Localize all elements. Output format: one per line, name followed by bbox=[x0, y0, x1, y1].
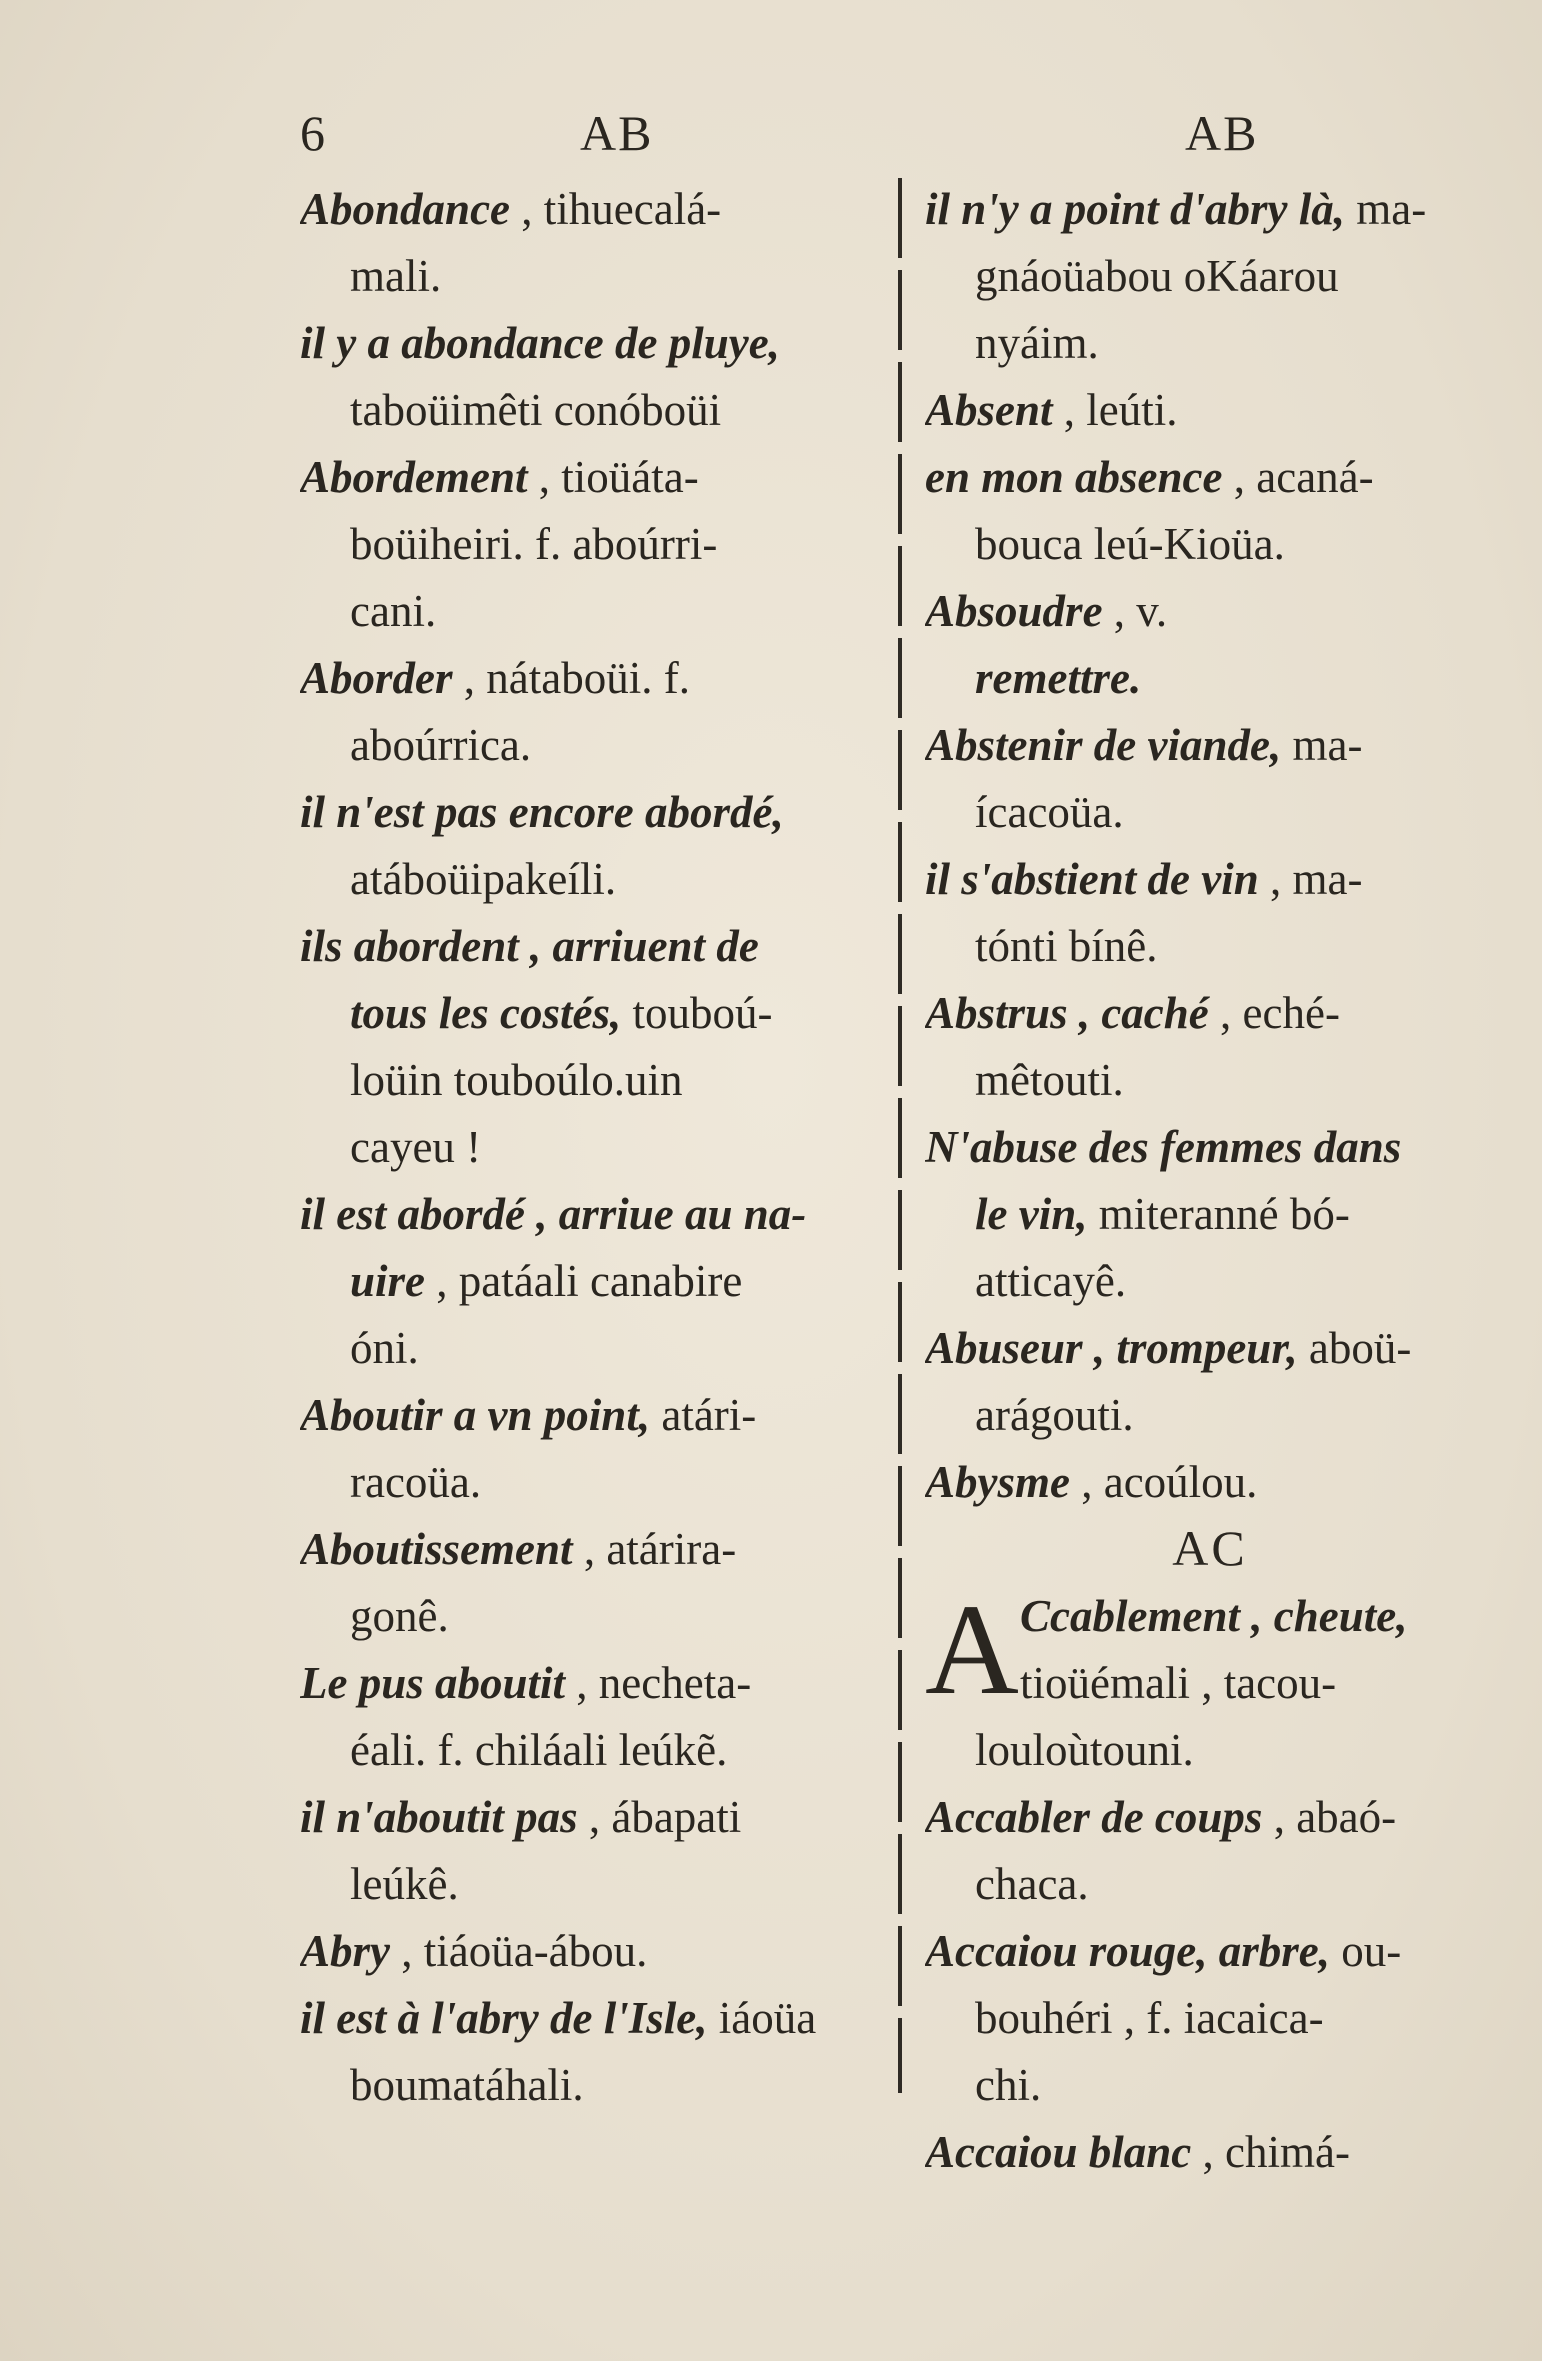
entry-line bbox=[300, 1113, 885, 1180]
entry-line bbox=[300, 845, 885, 912]
entry-line bbox=[925, 376, 1495, 443]
french-term: il est abordé , arriue au na- bbox=[300, 1189, 807, 1239]
dictionary-entry bbox=[300, 1783, 885, 1917]
french-term: N'abuse des femmes dans bbox=[925, 1122, 1402, 1172]
carib-gloss: iáoüa bbox=[707, 1993, 817, 2043]
right-column bbox=[925, 175, 1495, 2185]
entry-line bbox=[300, 644, 885, 711]
dictionary-entry bbox=[300, 1917, 885, 1984]
carib-gloss: ícacoüa. bbox=[975, 787, 1124, 837]
carib-gloss: boumatáhali. bbox=[350, 2060, 584, 2110]
entry-line bbox=[300, 778, 885, 845]
entry-line bbox=[300, 376, 885, 443]
french-term: ils abordent , arriuent de bbox=[300, 921, 759, 971]
carib-gloss: cayeu ! bbox=[350, 1122, 482, 1172]
entry-line bbox=[925, 1046, 1495, 1113]
french-term: Aboutissement bbox=[300, 1524, 573, 1574]
dictionary-entry bbox=[925, 577, 1495, 711]
carib-gloss: , tioüáta- bbox=[527, 452, 699, 502]
carib-gloss: , atárira- bbox=[572, 1524, 737, 1574]
entry-line bbox=[925, 1448, 1495, 1515]
entry-line bbox=[300, 175, 885, 242]
running-head-left: AB bbox=[580, 105, 654, 161]
entry-line bbox=[300, 1783, 885, 1850]
entry-line bbox=[300, 242, 885, 309]
entry-line bbox=[300, 1448, 885, 1515]
entry-line bbox=[925, 2118, 1495, 2185]
french-term: il n'y a point d'abry là, bbox=[925, 184, 1346, 234]
entry-line bbox=[925, 1381, 1495, 1448]
french-term: il y a abondance de pluye, bbox=[300, 318, 780, 368]
entry-line bbox=[300, 1046, 885, 1113]
entry-line bbox=[300, 979, 885, 1046]
carib-gloss: tónti bínê. bbox=[975, 921, 1158, 971]
french-term: en mon absence bbox=[925, 452, 1223, 502]
entry-line bbox=[300, 1850, 885, 1917]
french-term: il n'est pas encore abordé, bbox=[300, 787, 784, 837]
entry-line bbox=[925, 1113, 1495, 1180]
entry-line bbox=[925, 577, 1495, 644]
entry-line bbox=[300, 1314, 885, 1381]
dictionary-entry bbox=[300, 1515, 885, 1649]
french-term: il s'abstient de vin bbox=[925, 854, 1259, 904]
entry-line bbox=[925, 242, 1495, 309]
carib-gloss: boüiheiri. f. aboúrri- bbox=[350, 519, 718, 569]
french-term: Accaiou rouge, arbre, bbox=[925, 1926, 1330, 1976]
carib-gloss: cani. bbox=[350, 586, 437, 636]
carib-gloss: , ma- bbox=[1258, 854, 1363, 904]
carib-gloss: óni. bbox=[350, 1323, 419, 1373]
entry-line bbox=[925, 1984, 1495, 2051]
dictionary-entry bbox=[925, 175, 1495, 376]
carib-gloss: racoüa. bbox=[350, 1457, 482, 1507]
right-column-entries bbox=[925, 175, 1495, 1515]
dictionary-entry bbox=[925, 1113, 1495, 1314]
entry-line bbox=[925, 778, 1495, 845]
carib-gloss: atári- bbox=[650, 1390, 757, 1440]
carib-gloss: , acaná- bbox=[1222, 452, 1374, 502]
carib-gloss: atticayê. bbox=[975, 1256, 1127, 1306]
page-number: 6 bbox=[300, 105, 325, 161]
dictionary-entry bbox=[300, 309, 885, 443]
dictionary-entry bbox=[925, 2118, 1495, 2185]
dictionary-entry bbox=[300, 644, 885, 778]
column-divider bbox=[898, 178, 902, 2093]
dictionary-entry bbox=[925, 979, 1495, 1113]
french-term: Absent bbox=[925, 385, 1053, 435]
french-term: Ccablement , cheute, bbox=[1020, 1591, 1408, 1641]
carib-gloss: miteranné bó- bbox=[1087, 1189, 1350, 1239]
entry-line bbox=[300, 912, 885, 979]
carib-gloss: éali. f. chiláali leúkẽ. bbox=[350, 1725, 728, 1775]
dictionary-entry bbox=[925, 845, 1495, 979]
carib-gloss: , ábapati bbox=[577, 1792, 742, 1842]
dictionary-entry bbox=[300, 1984, 885, 2118]
dictionary-entry bbox=[300, 175, 885, 309]
carib-gloss: tioüémali , tacou- bbox=[1020, 1658, 1337, 1708]
french-term: tous les costés, bbox=[350, 988, 622, 1038]
carib-gloss: , tihuecalá- bbox=[510, 184, 722, 234]
carib-gloss: chaca. bbox=[975, 1859, 1089, 1909]
entry-line bbox=[300, 1917, 885, 1984]
entry-line bbox=[300, 2051, 885, 2118]
entry-line bbox=[925, 1314, 1495, 1381]
carib-gloss: , patáali canabire bbox=[425, 1256, 743, 1306]
dictionary-entry bbox=[300, 1180, 885, 1381]
french-term: Abstrus , caché bbox=[925, 988, 1209, 1038]
carib-gloss: , leúti. bbox=[1052, 385, 1178, 435]
french-term: il n'aboutit pas bbox=[300, 1792, 578, 1842]
entry-line bbox=[925, 1716, 1495, 1783]
entry-line bbox=[925, 2051, 1495, 2118]
french-term: Le pus aboutit bbox=[300, 1658, 566, 1708]
french-term: Abry bbox=[300, 1926, 390, 1976]
carib-gloss: mali. bbox=[350, 251, 442, 301]
carib-gloss: mêtouti. bbox=[975, 1055, 1124, 1105]
carib-gloss: aboúrrica. bbox=[350, 720, 532, 770]
entry-line bbox=[925, 912, 1495, 979]
carib-gloss: atáboüipakeíli. bbox=[350, 854, 617, 904]
french-term: Accaiou blanc bbox=[925, 2127, 1192, 2177]
entry-line bbox=[925, 1783, 1495, 1850]
left-column bbox=[300, 175, 885, 2118]
french-term: remettre. bbox=[975, 653, 1142, 703]
carib-gloss: taboüimêti conóboüi bbox=[350, 385, 722, 435]
french-term: il est à l'abry de l'Isle, bbox=[300, 1993, 708, 2043]
carib-gloss: , tiáoüa-ábou. bbox=[390, 1926, 648, 1976]
carib-gloss: arágouti. bbox=[975, 1390, 1134, 1440]
carib-gloss: leúkê. bbox=[350, 1859, 459, 1909]
french-term: Aborder bbox=[300, 653, 453, 703]
running-head bbox=[300, 104, 1460, 174]
carib-gloss: , necheta- bbox=[565, 1658, 752, 1708]
dictionary-entry bbox=[300, 1381, 885, 1515]
entry-line bbox=[300, 1381, 885, 1448]
ac-section bbox=[925, 1578, 1495, 2185]
entry-line bbox=[925, 979, 1495, 1046]
carib-gloss: bouca leú-Kioüa. bbox=[975, 519, 1285, 569]
entry-line bbox=[925, 309, 1495, 376]
carib-gloss: , v. bbox=[1102, 586, 1168, 636]
dictionary-entry bbox=[925, 1917, 1495, 2118]
carib-gloss: chi. bbox=[975, 2060, 1042, 2110]
carib-gloss: nyáim. bbox=[975, 318, 1099, 368]
dictionary-entry bbox=[925, 443, 1495, 577]
french-term: Aboutir a vn point, bbox=[300, 1390, 651, 1440]
drop-cap-letter: A bbox=[925, 1578, 1019, 1722]
entry-line bbox=[300, 1716, 885, 1783]
entry-line bbox=[300, 1649, 885, 1716]
carib-gloss: bouhéri , f. iacaica- bbox=[975, 1993, 1324, 2043]
carib-gloss: louloùtouni. bbox=[975, 1725, 1194, 1775]
entry-line bbox=[925, 1917, 1495, 1984]
carib-gloss: ou- bbox=[1330, 1926, 1402, 1976]
carib-gloss: gnáoüabou oKáarou bbox=[975, 251, 1339, 301]
entry-line bbox=[300, 443, 885, 510]
dictionary-entry bbox=[300, 1649, 885, 1783]
french-term: Accabler de coups bbox=[925, 1792, 1263, 1842]
entry-line bbox=[925, 175, 1495, 242]
entry-line bbox=[925, 711, 1495, 778]
entry-line bbox=[925, 510, 1495, 577]
entry-line bbox=[300, 1984, 885, 2051]
dictionary-entry bbox=[925, 1783, 1495, 1917]
entry-line bbox=[925, 845, 1495, 912]
dictionary-entry bbox=[925, 711, 1495, 845]
french-term: Abstenir de viande, bbox=[925, 720, 1282, 770]
french-term: Abondance bbox=[300, 184, 511, 234]
carib-gloss: loüin touboúlo.uin bbox=[350, 1055, 683, 1105]
carib-gloss: gonê. bbox=[350, 1591, 449, 1641]
carib-gloss: , nátaboüi. f. bbox=[452, 653, 690, 703]
entry-line bbox=[925, 1180, 1495, 1247]
dictionary-entry bbox=[925, 1448, 1495, 1515]
entry-line bbox=[925, 644, 1495, 711]
carib-gloss: , abaó- bbox=[1262, 1792, 1397, 1842]
entry-line bbox=[300, 510, 885, 577]
section-heading-ac: AC bbox=[1172, 1520, 1248, 1576]
entry-line bbox=[300, 309, 885, 376]
carib-gloss: , acoúlou. bbox=[1069, 1457, 1258, 1507]
carib-gloss: ma- bbox=[1281, 720, 1363, 770]
french-term: Absoudre bbox=[925, 586, 1103, 636]
carib-gloss: touboú- bbox=[621, 988, 773, 1038]
running-head-right: AB bbox=[1185, 105, 1259, 161]
dictionary-entry bbox=[925, 376, 1495, 443]
carib-gloss: aboü- bbox=[1297, 1323, 1412, 1373]
dictionary-entry bbox=[300, 443, 885, 644]
dictionary-entry bbox=[925, 1314, 1495, 1448]
french-term: Abuseur , trompeur, bbox=[925, 1323, 1298, 1373]
entry-line bbox=[300, 577, 885, 644]
french-term: Abysme bbox=[925, 1457, 1070, 1507]
entry-line bbox=[300, 1180, 885, 1247]
entry-line bbox=[925, 1850, 1495, 1917]
entry-line bbox=[300, 711, 885, 778]
entry-line bbox=[925, 1247, 1495, 1314]
carib-gloss: , eché- bbox=[1208, 988, 1340, 1038]
dictionary-entry bbox=[300, 778, 885, 912]
carib-gloss: ma- bbox=[1345, 184, 1427, 234]
french-term: uire bbox=[350, 1256, 426, 1306]
french-term: le vin, bbox=[975, 1189, 1088, 1239]
dictionary-entry bbox=[300, 912, 885, 1180]
carib-gloss: , chimá- bbox=[1191, 2127, 1350, 2177]
entry-line bbox=[300, 1247, 885, 1314]
entry-line bbox=[300, 1515, 885, 1582]
entry-line bbox=[300, 1582, 885, 1649]
entry-line bbox=[925, 443, 1495, 510]
french-term: Abordement bbox=[300, 452, 528, 502]
